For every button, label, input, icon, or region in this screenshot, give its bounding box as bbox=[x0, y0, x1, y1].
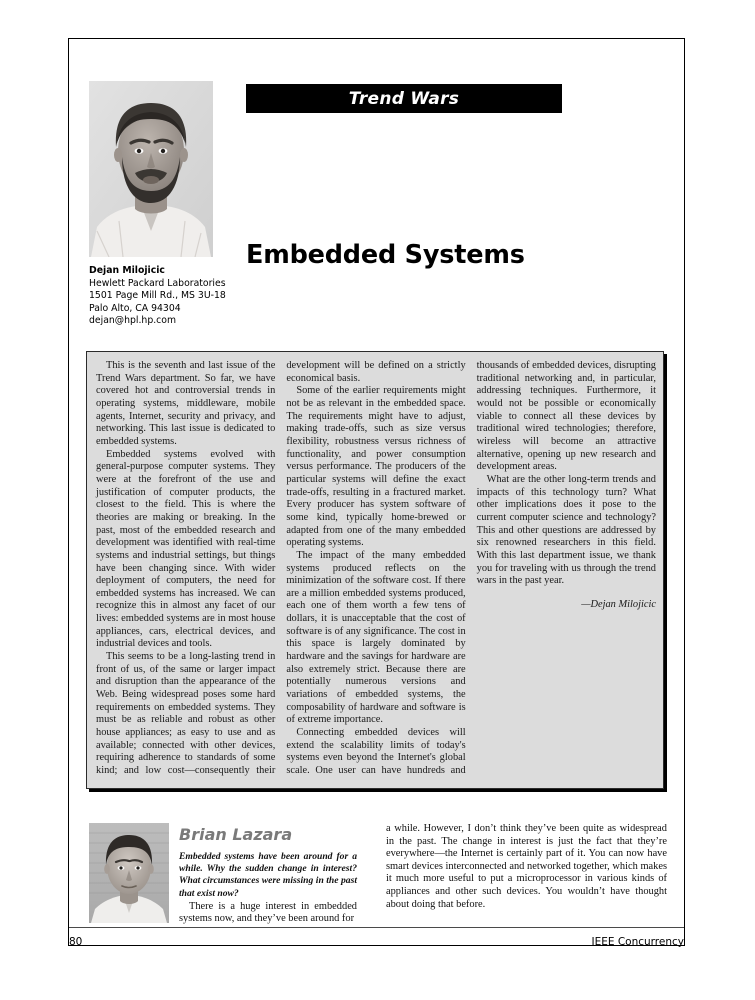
interviewee-portrait-photo bbox=[89, 823, 169, 923]
article-paragraph: Embedded systems evolved with general-purpose computer systems. They were at the forefront of the use and justification of computer products, the closest to the field. This is where the theories are making or breaking. In the past, most of the embedded research and development was identified with real-time systems and industrial settings, but things have been changing since. With wider deployment of computers, the need for embedded systems has increased. We can recognize this in almost any facet of our lives: embedded systems are in most house appliances, cars, electrical devices, and industrial devices and tools. bbox=[96, 448, 276, 650]
interview-left-column bbox=[179, 851, 357, 926]
interviewee-name: Brian Lazara bbox=[179, 825, 293, 844]
author-byline bbox=[89, 265, 274, 328]
article-paragraph: Connecting embedded devices will extend the scalability limits of today's systems even beyond the Internet's global scale. One user can have hundreds and thousands of embedded devices, disrupting traditional networking and, in particular, addressing techniques. Furthermore, it would not be possible or economically viable to connect all these devices by traditional wired technologies; therefore, wireless will become an attractive alternative, opening up new research and development areas. bbox=[286, 360, 656, 776]
author-address-line1: 1501 Page Mill Rd., MS 3U-18 bbox=[89, 290, 226, 302]
article-paragraph: The impact of the many embedded systems produced reflects on the minimization of the software cost. If there are a million embedded systems produced, each one of them worth a few tens of dollars, it is unacceptable that the cost of software is of any significance. The cost in this space is largely dominated by hardware and the savings for hardware are also extremely strict. Because there are potentially numerous versions and variations of embedded systems, the composability of hardware and software is of extreme importance. bbox=[286, 549, 466, 726]
interview-answer-continued: a while. However, I don’t think they’ve been quite as widespread in the past. The change in interest is just the fact that they’re everywhere—the Internet is certainly part of it. You can now have smart devices interconnected and networked together, which makes it much more useful to put a microprocessor in various kinds of appliances and other such devices. You wouldn’t have thought about doing that before. bbox=[386, 823, 667, 910]
interview-right-column bbox=[386, 823, 667, 911]
page-title: Embedded Systems bbox=[246, 240, 525, 270]
article-columns bbox=[96, 360, 656, 780]
footer-page-number: 80 bbox=[69, 936, 83, 948]
author-email[interactable]: dejan@hpl.hp.com bbox=[89, 315, 177, 327]
article-paragraph: Some of the earlier requirements might not be as relevant in the embedded space. The requirements might have to adjust, making trade-offs, such as size versus flexibility, robustness versus richness of functionality, and power consumption versus performance. The producers of the particular systems will define the exact trade-offs, resulting in a fractured market. Every producer has system software of some kind, typically home-brewed or adapted from one of the many embedded operating systems. bbox=[286, 385, 466, 549]
interviewee-portrait-illustration bbox=[89, 823, 169, 923]
article-paragraph: This is the seventh and last issue of the Trend Wars department. So far, we have covered hot and controversial trends in operating systems, middleware, mobile agents, Internet, security and privacy, and networking. This last issue is dedicated to embedded systems. bbox=[96, 360, 276, 447]
article-body-box bbox=[86, 351, 664, 789]
department-banner-label: Trend Wars bbox=[348, 88, 460, 109]
author-name: Dejan Milojicic bbox=[89, 265, 165, 276]
footer-publication-name: IEEE Concurrency bbox=[591, 936, 684, 948]
interview-question: Embedded systems have been around for a while. Why the sudden change in interest? What circumstances were missing in the past that exist now? bbox=[179, 851, 357, 899]
author-portrait-illustration bbox=[89, 81, 213, 257]
article-signature: —Dejan Milojicic bbox=[581, 598, 656, 610]
author-portrait-photo bbox=[89, 81, 213, 257]
department-banner bbox=[246, 84, 562, 113]
footer-divider bbox=[69, 927, 684, 928]
article-paragraph: This seems to be a long-lasting trend in front of us, of the same or larger impact and disruption than the appearance of the Web. Being widespread poses some hard requirements on embedded systems. They must be as reliable and robust as other house appliances; as easy to use and as available; connected with other devices, requiring adherence to standards of some kind; and low cost—consequently their development will be defined on a strictly economical basis. bbox=[96, 360, 466, 776]
journal-page bbox=[68, 38, 685, 946]
author-affiliation: Hewlett Packard Laboratories bbox=[89, 277, 226, 289]
author-address-line2: Palo Alto, CA 94304 bbox=[89, 302, 181, 314]
interview-answer-start: There is a huge interest in embedded systems now, and they’ve been around for bbox=[179, 900, 357, 925]
article-paragraph: What are the other long-term trends and impacts of this technology turn? What other implications does it pose to the current computer science and technology? This and other questions are addressed by six renowned researchers in this field. With this last department issue, we thank you for traveling with us through the trend wars in the past year. bbox=[476, 473, 656, 587]
article-header bbox=[69, 39, 684, 329]
